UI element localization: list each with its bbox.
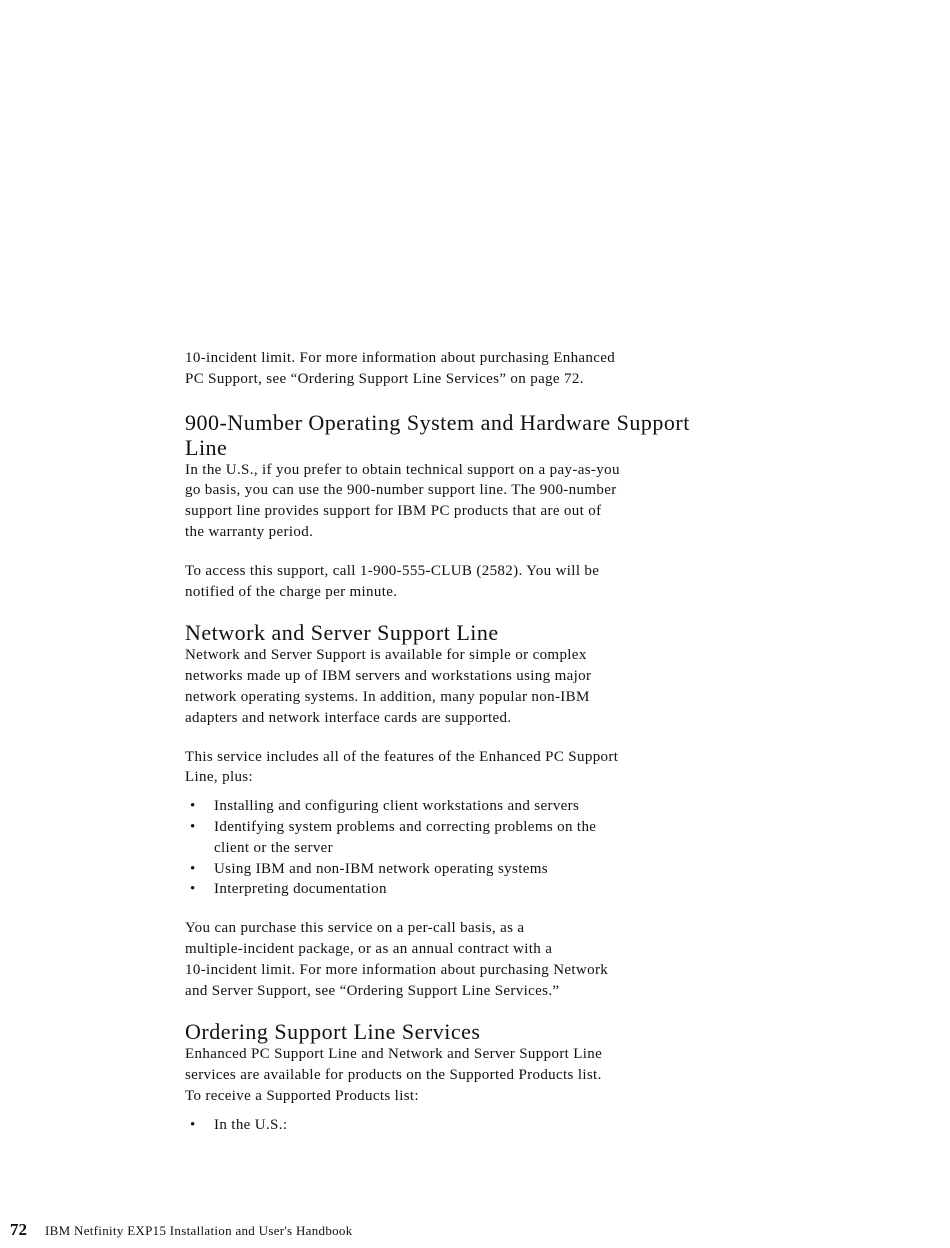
page-content [185,348,775,1136]
paragraph-900-access [185,561,775,603]
text-line: go basis, you can use the 900-number support line. The 900-number [185,482,617,499]
list-item [185,859,775,880]
network-features-list [185,796,775,900]
text-line: Enhanced PC Support Line and Network and Server Support Line [185,1046,603,1063]
paragraph-network-intro [185,645,775,728]
list-item-text: In the U.S.: [214,1116,288,1133]
text-line: This service includes all of the features of the Enhanced PC Support [185,748,619,765]
text-line: support line provides support for IBM PC products that are out of [185,503,602,520]
heading-900-number-support [185,410,775,460]
text-line: In the U.S., if you prefer to obtain technical support on a pay-as-you [185,461,620,478]
list-item [185,817,775,859]
paragraph-ordering-intro [185,1044,775,1106]
bullet-icon: • [190,1116,196,1133]
text-line: PC Support, see “Ordering Support Line Services” on page 72. [185,370,584,387]
bullet-icon: • [190,798,196,815]
text-line: network operating systems. In addition, many popular non-IBM [185,688,590,705]
text-line: 10-incident limit. For more information about purchasing Network [185,961,609,978]
page-number: 72 [10,1220,27,1239]
list-item [185,1115,775,1136]
heading-network-server-support: Network and Server Support Line [185,620,499,646]
bullet-icon: • [190,818,196,835]
heading-line: Line [185,434,228,460]
text-line: notified of the charge per minute. [185,583,398,600]
list-item-text: Installing and configuring client workstations and servers [214,798,580,815]
list-item-text: Interpreting documentation [214,881,387,898]
text-line: To access this support, call 1-900-555-CLUB (2582). You will be [185,562,600,579]
paragraph-network-purchase [185,918,775,1001]
text-line: You can purchase this service on a per-call basis, as a [185,920,525,937]
list-item-text: Identifying system problems and correcting problems on the [214,818,597,835]
list-item-text: Using IBM and non-IBM network operating systems [214,860,548,877]
bullet-icon: • [190,860,196,877]
list-item-text: client or the server [214,839,334,856]
text-line: Line, plus: [185,769,254,786]
list-item [185,879,775,900]
page-footer [10,1220,353,1240]
text-line: Network and Server Support is available for simple or complex [185,647,587,664]
text-line: adapters and network interface cards are supported. [185,709,512,726]
paragraph-network-features [185,747,775,789]
text-line: networks made up of IBM servers and workstations using major [185,668,592,685]
footer-title: IBM Netfinity EXP15 Installation and User's Handbook [45,1223,353,1238]
intro-paragraph [185,348,775,390]
list-item [185,796,775,817]
text-line: the warranty period. [185,523,314,540]
text-line: multiple-incident package, or as an annual contract with a [185,940,553,957]
paragraph-900-intro [185,460,775,543]
text-line: services are available for products on the Supported Products list. [185,1067,602,1084]
text-line: 10-incident limit. For more information about purchasing Enhanced [185,350,616,366]
ordering-list [185,1115,775,1136]
heading-line: 900-Number Operating System and Hardware Support [185,409,690,435]
bullet-icon: • [190,881,196,898]
text-line: To receive a Supported Products list: [185,1087,419,1104]
text-line: and Server Support, see “Ordering Support Line Services.” [185,982,560,999]
heading-ordering-support: Ordering Support Line Services [185,1019,481,1045]
